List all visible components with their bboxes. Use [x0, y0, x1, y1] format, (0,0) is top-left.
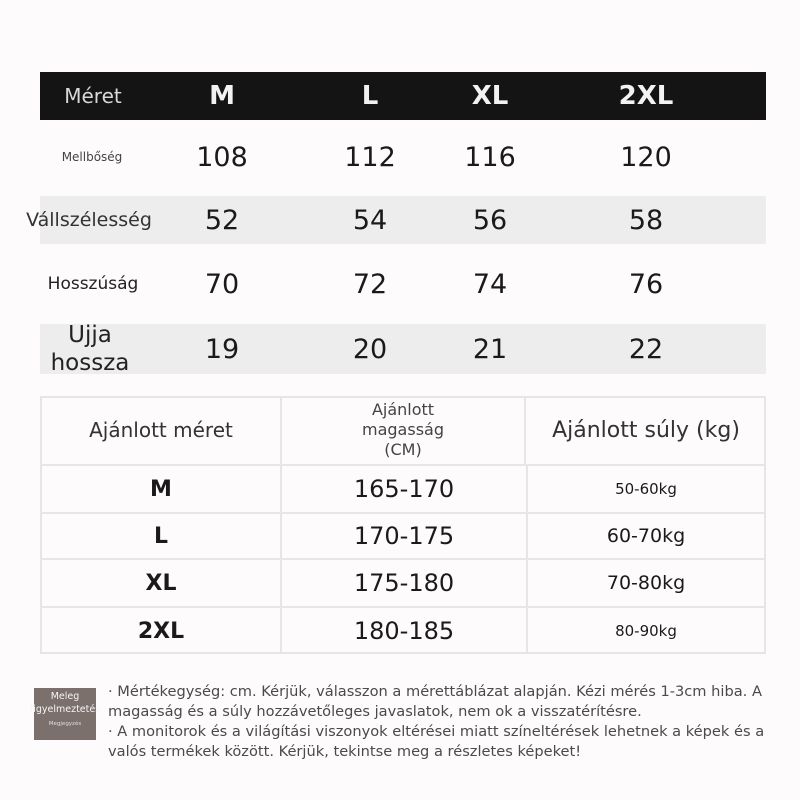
size-chart-header [40, 72, 766, 120]
rec-height: 180-185 [282, 608, 528, 654]
rec-header-size: Ajánlott méret [42, 396, 282, 464]
size-chart-table [26, 72, 766, 376]
table-cell: 54 [352, 204, 388, 236]
row-label-chest: Mellbőség [61, 150, 123, 164]
size-header-2xl: 2XL [618, 81, 674, 111]
table-cell: 58 [628, 204, 664, 236]
rec-height: 170-175 [282, 514, 528, 558]
table-cell: 72 [352, 268, 388, 300]
size-row-sleeve [40, 324, 766, 374]
table-cell: 120 [620, 141, 672, 173]
notice-text [108, 682, 768, 762]
rec-header-weight: Ajánlott súly (kg) [552, 417, 740, 443]
table-cell: 116 [464, 141, 516, 173]
size-row-chest [40, 134, 766, 180]
notice-line-2: · A monitorok és a világítási viszonyok eltérései miatt színeltérések lehetnek a képek és a valós termékek között. Kérjük, tekintse meg a részletes képeket! [108, 723, 765, 760]
size-header-l: L [361, 81, 379, 111]
rec-weight: 50-60kg [615, 480, 677, 498]
table-row [42, 464, 764, 512]
table-cell: 20 [352, 333, 388, 365]
rec-header-height: Ajánlott magasság (CM) [282, 396, 526, 464]
size-row-length [40, 258, 766, 310]
notice-badge-subtitle: Megjegyzés [48, 721, 82, 727]
rec-weight: 70-80kg [606, 572, 686, 594]
size-header-label: Méret [64, 84, 122, 108]
rec-weight: 60-70kg [606, 525, 686, 547]
table-cell: 22 [628, 333, 664, 365]
rec-size: XL [42, 560, 282, 606]
row-label-shoulder: Vállszélesség [26, 209, 152, 231]
notice-line-1: · Mértékegység: cm. Kérjük, válasszon a mérettáblázat alapján. Kézi mérés 1-3cm hiba. A magasság és a súly hozzávetőleges javaslatok, nem ok a visszatérítésre. [108, 683, 762, 720]
table-row [42, 558, 764, 606]
table-cell: 21 [472, 333, 508, 365]
notice-badge [29, 688, 101, 740]
rec-size: 2XL [42, 608, 282, 654]
size-row-shoulder [26, 196, 766, 244]
notice-badge-title: Meleg figyelmeztetés [29, 691, 101, 715]
size-header-m: M [209, 81, 235, 111]
rec-weight: 80-90kg [615, 622, 677, 640]
rec-size: M [42, 466, 282, 512]
rec-height: 165-170 [282, 466, 528, 512]
row-label-length: Hosszúság [47, 274, 139, 294]
table-cell: 108 [196, 141, 248, 173]
rec-height: 175-180 [282, 560, 528, 606]
table-cell: 52 [204, 204, 240, 236]
table-cell: 70 [204, 268, 240, 300]
table-cell: 112 [344, 141, 396, 173]
size-header-xl: XL [471, 81, 509, 111]
recommendation-table [40, 396, 766, 654]
table-cell: 76 [628, 268, 664, 300]
table-cell: 74 [472, 268, 508, 300]
table-row [42, 512, 764, 558]
rec-size: L [42, 514, 282, 558]
table-row [42, 606, 764, 654]
recommendation-header [42, 396, 764, 464]
row-label-sleeve: Ujja hossza [50, 322, 130, 376]
table-cell: 19 [204, 333, 240, 365]
table-cell: 56 [472, 204, 508, 236]
